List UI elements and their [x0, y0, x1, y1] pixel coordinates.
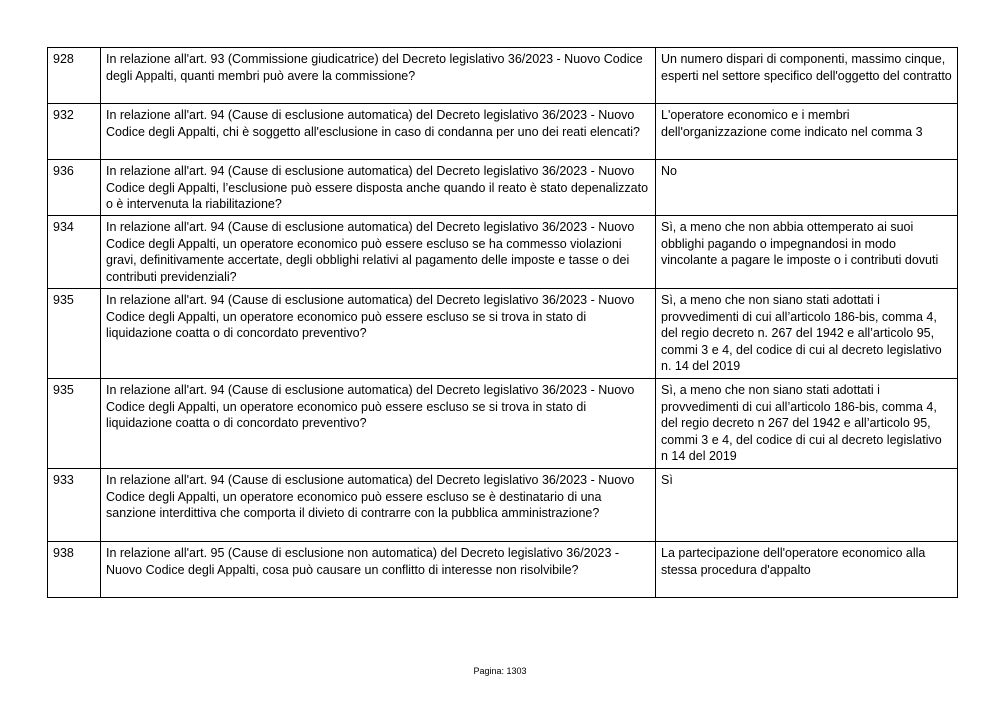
questions-table — [47, 47, 958, 598]
answer-text: L'operatore economico e i membri dell'organizzazione come indicato nel comma 3 — [656, 104, 958, 160]
question-number: 935 — [48, 289, 101, 379]
question-number: 933 — [48, 469, 101, 542]
question-text: In relazione all'art. 94 (Cause di esclusione automatica) del Decreto legislativo 36/2023 - Nuovo Codice degli Appalti, un operatore economico può essere escluso se si trova in stato di liquidazione coatta o di concordato preventivo? — [101, 379, 656, 469]
answer-text: Sì, a meno che non siano stati adottati i provvedimenti di cui all’articolo 186-bis, comma 4, del regio decreto n 267 del 1942 e all’articolo 95, commi 3 e 4, del codice di cui al decreto legislativo n 14 del 2019 — [656, 379, 958, 469]
question-text: In relazione all'art. 93 (Commissione giudicatrice) del Decreto legislativo 36/2023 - Nuovo Codice degli Appalti, quanti membri può avere la commissione? — [101, 48, 656, 104]
table-row — [48, 469, 958, 542]
question-text: In relazione all'art. 94 (Cause di esclusione automatica) del Decreto legislativo 36/2023 - Nuovo Codice degli Appalti, l’esclusione può essere disposta anche quando il reato è stato depenalizzato o è intervenuta la riabilitazione? — [101, 160, 656, 216]
question-text: In relazione all'art. 94 (Cause di esclusione automatica) del Decreto legislativo 36/2023 - Nuovo Codice degli Appalti, chi è soggetto all'esclusione in caso di condanna per uno dei reati elencati? — [101, 104, 656, 160]
question-text: In relazione all'art. 94 (Cause di esclusione automatica) del Decreto legislativo 36/2023 - Nuovo Codice degli Appalti, un operatore economico può essere escluso se si trova in stato di liquidazione coatta o di concordato preventivo? — [101, 289, 656, 379]
page-number: Pagina: 1303 — [473, 666, 527, 676]
answer-text: La partecipazione dell'operatore economico alla stessa procedura d'appalto — [656, 542, 958, 598]
question-number: 934 — [48, 216, 101, 289]
question-text: In relazione all'art. 94 (Cause di esclusione automatica) del Decreto legislativo 36/2023 - Nuovo Codice degli Appalti, un operatore economico può essere escluso se ha commesso violazioni gravi, definitivamente accertate, degli obblighi relativi al pagamento delle imposte e tasse o dei contributi previdenziali? — [101, 216, 656, 289]
table-row — [48, 104, 958, 160]
question-number: 932 — [48, 104, 101, 160]
answer-text: No — [656, 160, 958, 216]
question-number: 936 — [48, 160, 101, 216]
question-text: In relazione all'art. 95 (Cause di esclusione non automatica) del Decreto legislativo 36/2023 - Nuovo Codice degli Appalti, cosa può causare un conflitto di interesse non risolvibile? — [101, 542, 656, 598]
answer-text: Sì, a meno che non abbia ottemperato ai suoi obblighi pagando o impegnandosi in modo vincolante a pagare le imposte o i contributi dovuti — [656, 216, 958, 289]
answer-text: Sì, a meno che non siano stati adottati i provvedimenti di cui all’articolo 186-bis, comma 4, del regio decreto n. 267 del 1942 e all’articolo 95, commi 3 e 4, del codice di cui al decreto legislativo n. 14 del 2019 — [656, 289, 958, 379]
table-row — [48, 48, 958, 104]
question-number: 928 — [48, 48, 101, 104]
question-number: 935 — [48, 379, 101, 469]
table-row — [48, 289, 958, 379]
answer-text: Sì — [656, 469, 958, 542]
answer-text: Un numero dispari di componenti, massimo cinque, esperti nel settore specifico dell'oggetto del contratto — [656, 48, 958, 104]
question-number: 938 — [48, 542, 101, 598]
table-row — [48, 160, 958, 216]
table-row — [48, 379, 958, 469]
table-row — [48, 542, 958, 598]
question-text: In relazione all'art. 94 (Cause di esclusione automatica) del Decreto legislativo 36/2023 - Nuovo Codice degli Appalti, un operatore economico può essere escluso se è destinatario di una sanzione interdittiva che comporta il divieto di contrarre con la pubblica amministrazione? — [101, 469, 656, 542]
table-row — [48, 216, 958, 289]
